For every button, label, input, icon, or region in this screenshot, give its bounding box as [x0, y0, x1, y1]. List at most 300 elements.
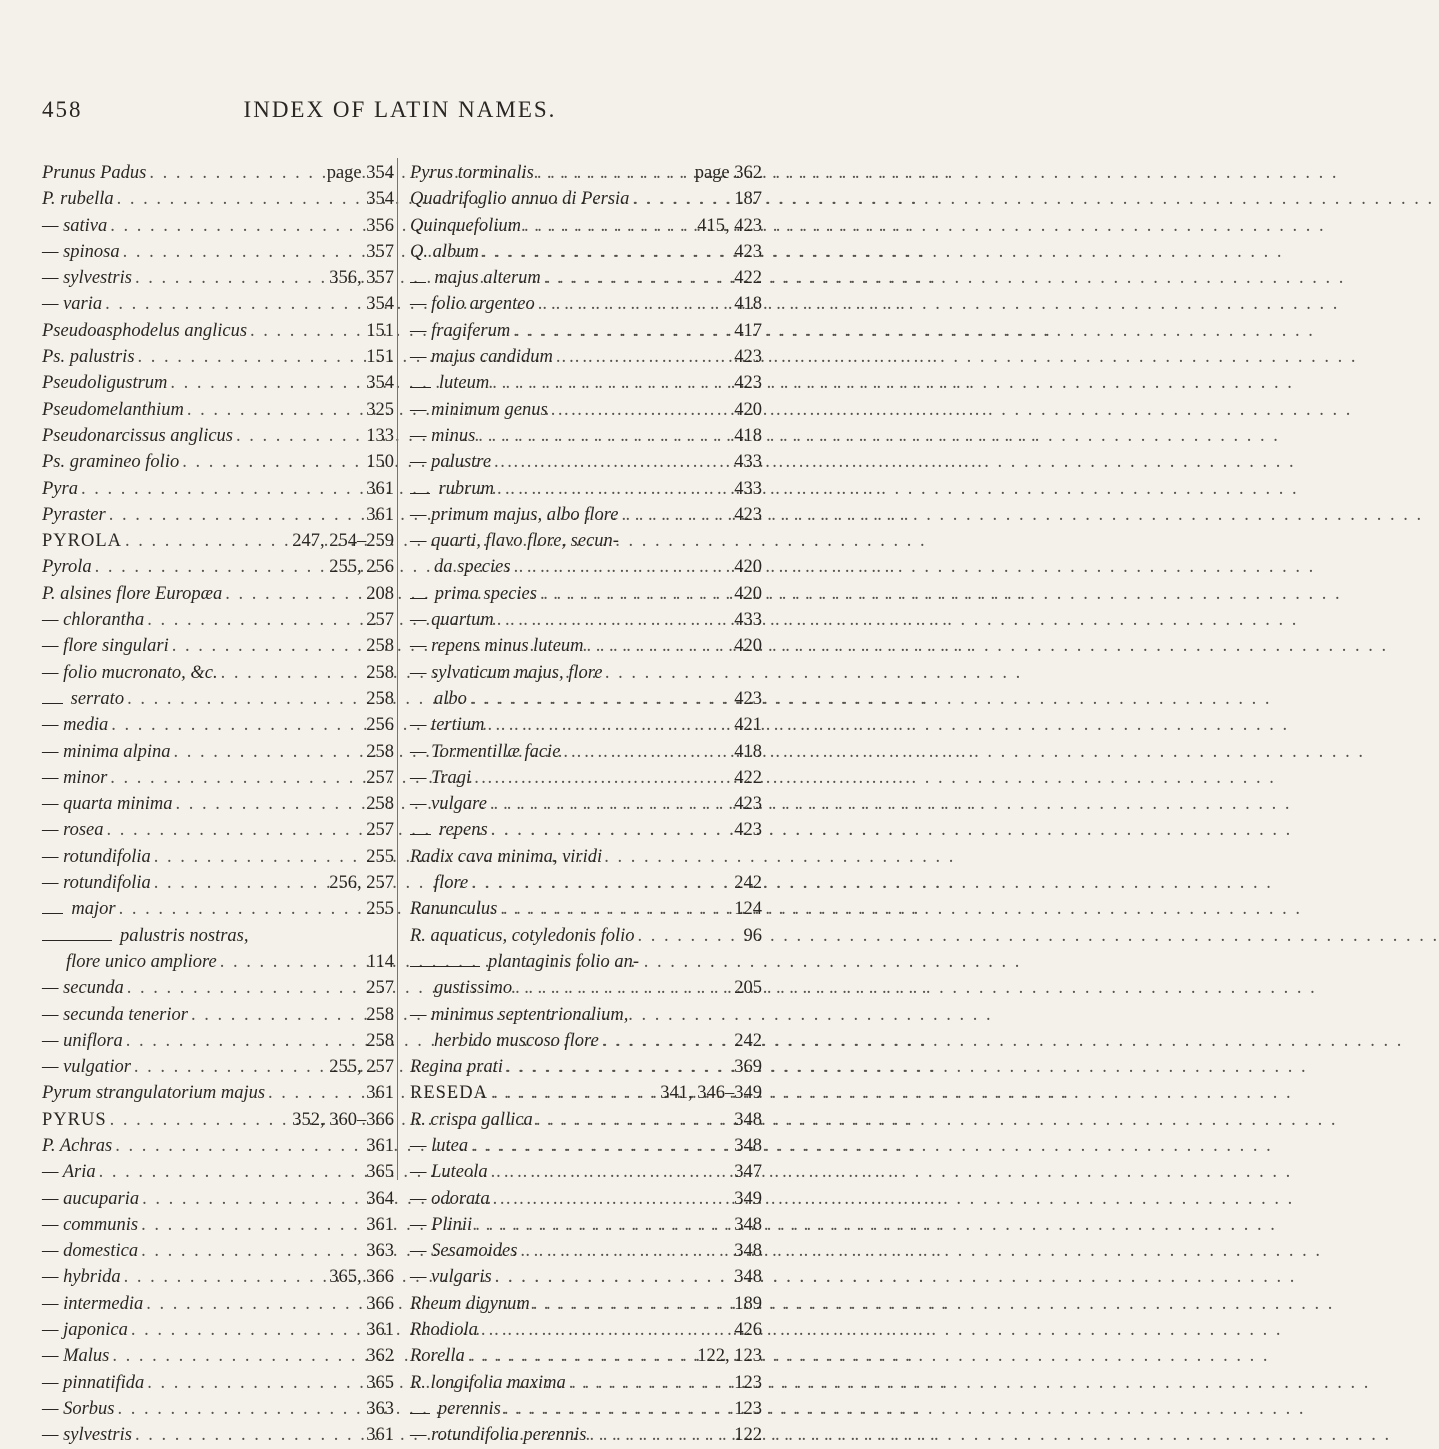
leader-dots	[490, 1186, 735, 1212]
leader-dots	[170, 739, 366, 765]
leader-dots	[530, 1291, 735, 1317]
entry-page: 257	[366, 978, 394, 999]
entry-page: 208	[366, 583, 394, 604]
leader-dots	[488, 1080, 660, 1106]
leader-dots	[494, 476, 734, 502]
index-entry	[410, 370, 762, 396]
leader-dots	[478, 1317, 734, 1343]
entry-page: 187	[734, 189, 762, 210]
entry-page: 423	[734, 504, 762, 525]
entry-page: 426	[734, 1320, 762, 1341]
index-entry	[410, 896, 762, 922]
repeat-dash	[410, 387, 431, 388]
entry-name: P. rubella	[42, 189, 114, 210]
index-entry	[42, 1317, 394, 1343]
index-entry	[42, 975, 394, 1001]
entry-page: 418	[734, 425, 762, 446]
index-entry	[410, 739, 762, 765]
leader-dots	[109, 1343, 366, 1369]
leader-dots	[487, 791, 734, 817]
index-entry	[410, 1291, 762, 1317]
entry-page: 365, 366	[329, 1267, 394, 1288]
leader-dots	[247, 318, 366, 344]
entry-name: Pyraster	[42, 504, 106, 525]
entry-page: 258	[366, 1004, 394, 1025]
entry-name: gustissimo	[434, 978, 513, 999]
leader-dots	[494, 607, 734, 633]
entry-page: 123	[734, 1372, 762, 1393]
entry-page: 122	[734, 1425, 762, 1446]
index-entry	[410, 765, 762, 791]
leader-dots	[122, 528, 292, 554]
entry-page: 356	[366, 215, 394, 236]
leader-dots	[173, 791, 367, 817]
entry-name: — domestica	[42, 1241, 139, 1262]
index-entry	[410, 1080, 762, 1106]
leader-dots	[179, 449, 366, 475]
index-entry	[410, 870, 762, 896]
entry-page: 205	[734, 978, 762, 999]
entry-name: — primum majus, albo flore	[410, 504, 619, 525]
repeat-dash	[410, 282, 426, 283]
entry-page: 242	[734, 1030, 762, 1051]
repeat-dash	[42, 913, 63, 914]
index-entry	[42, 186, 394, 212]
entry-name: serrato	[70, 688, 125, 709]
leader-dots	[491, 449, 734, 475]
entry-page: 422	[734, 767, 762, 788]
leader-dots	[132, 1422, 366, 1448]
entry-page: 255	[366, 846, 394, 867]
leader-dots	[217, 949, 367, 975]
entry-page: 418	[734, 741, 762, 762]
entry-name: — Luteola	[410, 1162, 488, 1183]
entry-name: R. longifolia maxima	[410, 1372, 566, 1393]
entry-page: 257	[366, 820, 394, 841]
entry-page: 348	[734, 1241, 762, 1262]
entry-page: 356, 357	[329, 268, 394, 289]
entry-page: 363	[366, 1241, 394, 1262]
entry-name: — sylvaticum majus, flore	[410, 662, 603, 683]
entry-name: — minus	[410, 425, 476, 446]
repeat-dash	[42, 703, 63, 704]
entry-name: R. aquaticus, cotyledonis folio	[410, 925, 635, 946]
index-entry	[410, 817, 762, 843]
index-entry	[410, 397, 762, 423]
entry-name: — varia	[42, 294, 103, 315]
index-entry	[410, 1264, 762, 1290]
entry-name: — Malus	[42, 1346, 110, 1367]
entry-page: 420	[734, 583, 762, 604]
entry-name: — repens minus luteum	[410, 636, 584, 657]
leader-dots	[96, 1159, 367, 1185]
index-entry	[42, 1396, 394, 1422]
index-entry	[42, 1291, 394, 1317]
entry-name: — quartum	[410, 610, 494, 631]
index-entry	[410, 476, 762, 502]
index-entry	[410, 844, 762, 870]
leader-dots	[218, 660, 367, 686]
leader-dots	[265, 1080, 366, 1106]
entry-page: 361	[366, 1214, 394, 1235]
index-entry	[410, 502, 762, 528]
entry-name: Pyrola	[42, 557, 92, 578]
leader-dots	[184, 397, 366, 423]
entry-page: 258	[366, 636, 394, 657]
entry-name: Pyra	[42, 478, 78, 499]
index-entry	[42, 344, 394, 370]
leader-dots	[472, 1212, 734, 1238]
leader-dots	[102, 291, 366, 317]
index-entry	[42, 1212, 394, 1238]
entry-page: 433	[734, 452, 762, 473]
entry-page: 341, 346–349	[660, 1083, 762, 1104]
entry-page: 361	[366, 1083, 394, 1104]
leader-dots	[106, 502, 367, 528]
entry-page: 189	[734, 1293, 762, 1314]
page-number: 458	[42, 97, 83, 122]
entry-page: 433	[734, 610, 762, 631]
entry-page: 348	[734, 1109, 762, 1130]
entry-page: 255, 257	[329, 1057, 394, 1078]
index-entry	[42, 923, 394, 949]
index-entry	[410, 449, 762, 475]
entry-page: 423	[734, 688, 762, 709]
entry-name: major	[71, 899, 116, 920]
entry-name: Pyrum strangulatorium majus	[42, 1083, 266, 1104]
index-entry	[42, 791, 394, 817]
index-entry	[42, 528, 394, 554]
index-entry	[410, 239, 762, 265]
entry-page: 348	[734, 1267, 762, 1288]
column-divider	[397, 158, 398, 1180]
entry-page: 415, 423	[697, 215, 762, 236]
entry-name: R. crispa gallica	[410, 1109, 533, 1130]
leader-dots	[92, 554, 330, 580]
leader-dots	[489, 370, 734, 396]
index-entry	[42, 213, 394, 239]
leader-dots	[560, 739, 734, 765]
index-entry	[42, 502, 394, 528]
entry-name: Pseudoasphodelus anglicus	[42, 320, 248, 341]
entry-name: — hybrida	[42, 1267, 121, 1288]
leader-dots	[475, 423, 734, 449]
entry-page: 124	[734, 899, 762, 920]
entry-page: 361	[366, 478, 394, 499]
entry-name: — media	[42, 715, 109, 736]
index-entry	[410, 1002, 762, 1028]
leader-dots	[124, 975, 367, 1001]
entry-name: — Tormentillæ facie	[410, 741, 561, 762]
index-entry	[410, 265, 762, 291]
entry-page: 258	[366, 662, 394, 683]
index-entry	[410, 213, 762, 239]
index-entry	[42, 686, 394, 712]
entry-name: — Sorbus	[42, 1398, 115, 1419]
entry-name: rubrum	[438, 478, 494, 499]
index-entry	[42, 660, 394, 686]
entry-name: — secunda	[42, 978, 124, 999]
leader-dots	[107, 765, 366, 791]
entry-page: 150	[366, 452, 394, 473]
entry-name: Rhodiola	[410, 1320, 478, 1341]
entry-name: — rotundifolia	[42, 873, 151, 894]
entry-name: — folio argenteo	[410, 294, 535, 315]
leader-dots	[471, 765, 734, 791]
index-entry	[42, 1343, 394, 1369]
index-entry	[410, 1317, 762, 1343]
leader-dots	[112, 1133, 366, 1159]
entry-name: albo	[434, 688, 467, 709]
entry-page: 421	[734, 715, 762, 736]
index-entry	[410, 581, 762, 607]
entry-name: P. Achras	[42, 1135, 113, 1156]
leader-dots	[124, 686, 366, 712]
entry-name: — minimum genus	[410, 399, 548, 420]
entry-page: 422	[734, 268, 762, 289]
index-entry	[42, 476, 394, 502]
index-entry	[410, 923, 762, 949]
entry-name: palustris nostras,	[120, 925, 249, 946]
index-column-right	[410, 160, 762, 1449]
entry-name: — sylvestris	[42, 268, 132, 289]
index-entry	[410, 633, 762, 659]
entry-name: — intermedia	[42, 1293, 144, 1314]
entry-name: — quarti, flavo flore, secun-	[410, 531, 619, 552]
index-entry	[410, 291, 762, 317]
leader-dots	[503, 1054, 734, 1080]
leader-dots	[488, 817, 735, 843]
leader-dots	[510, 318, 734, 344]
index-entry	[42, 844, 394, 870]
entry-page: 357	[366, 241, 394, 262]
index-entry	[42, 1133, 394, 1159]
leader-dots	[468, 870, 734, 896]
index-entry	[42, 370, 394, 396]
entry-name: perennis	[437, 1398, 501, 1419]
entry-page: 258	[366, 688, 394, 709]
entry-name: — Aria	[42, 1162, 96, 1183]
entry-name: flore unico ampliore	[66, 951, 217, 972]
leader-dots	[104, 817, 367, 843]
index-entry	[42, 633, 394, 659]
entry-page: 361	[366, 1320, 394, 1341]
leader-dots	[512, 975, 734, 1001]
entry-page: 325	[366, 399, 394, 420]
leader-dots	[537, 581, 734, 607]
entry-page: 255	[366, 899, 394, 920]
entry-name: — Plinii	[410, 1214, 473, 1235]
leader-dots	[501, 1396, 734, 1422]
leader-dots	[131, 1054, 329, 1080]
index-entry	[42, 1054, 394, 1080]
entry-name: P. alsines flore Europæa	[42, 583, 223, 604]
entry-page: 361	[366, 1135, 394, 1156]
index-entry	[42, 160, 394, 186]
page-header	[42, 97, 758, 131]
entry-name: — vulgare	[410, 794, 487, 815]
index-entry	[42, 397, 394, 423]
entry-name: — Sesamoides	[410, 1241, 518, 1262]
index-entry	[410, 1370, 762, 1396]
leader-dots	[143, 1291, 366, 1317]
entry-name: plantaginis folio an-	[488, 951, 640, 972]
entry-page: 348	[734, 1135, 762, 1156]
index-column-left	[42, 160, 394, 1449]
index-entry	[42, 1002, 394, 1028]
entry-name: — vulgaris	[410, 1267, 492, 1288]
index-entry	[42, 1264, 394, 1290]
index-entry	[410, 1028, 762, 1054]
entry-page: 242	[734, 873, 762, 894]
entry-page: 366	[366, 1293, 394, 1314]
index-entry	[42, 817, 394, 843]
index-entry	[410, 160, 762, 186]
entry-page: 364	[366, 1188, 394, 1209]
leader-dots	[132, 265, 329, 291]
leader-dots	[116, 896, 367, 922]
entry-page: 423	[734, 241, 762, 262]
index-entry	[410, 1159, 762, 1185]
index-entry	[410, 712, 762, 738]
entry-page: 365	[366, 1162, 394, 1183]
index-entry	[42, 554, 394, 580]
entry-page: 354	[366, 294, 394, 315]
leader-dots	[566, 1370, 735, 1396]
index-entry	[42, 1159, 394, 1185]
entry-name: Pseudonarcissus anglicus	[42, 425, 233, 446]
index-entry	[42, 712, 394, 738]
entry-name: — minima alpina	[42, 741, 171, 762]
entry-name: Radix cava minima, viridi	[410, 846, 603, 867]
leader-dots	[151, 870, 329, 896]
index-entry	[410, 1238, 762, 1264]
entry-name: — tertium	[410, 715, 485, 736]
entry-name: — quarta minima	[42, 794, 173, 815]
entry-name: — uniflora	[42, 1030, 123, 1051]
leader-dots	[107, 213, 366, 239]
index-entry	[42, 423, 394, 449]
entry-name: PYRUS	[42, 1109, 107, 1130]
entry-name: Ps. gramineo folio	[42, 452, 180, 473]
leader-dots	[188, 1002, 366, 1028]
index-entry	[42, 1186, 394, 1212]
entry-name: — palustre	[410, 452, 492, 473]
entry-name: — folio mucronato, &c.	[42, 662, 218, 683]
leader-dots	[138, 1212, 366, 1238]
entry-page: 151	[366, 347, 394, 368]
entry-name: Ranunculus	[410, 899, 498, 920]
leader-dots	[107, 1107, 293, 1133]
leader-dots	[128, 1317, 366, 1343]
index-entry	[42, 291, 394, 317]
index-entry	[410, 686, 762, 712]
leader-dots	[629, 186, 734, 212]
entry-name: prima species	[434, 583, 537, 604]
entry-name: majus alterum	[434, 268, 541, 289]
entry-name: — communis	[42, 1214, 139, 1235]
leader-dots	[533, 1107, 734, 1133]
entry-page: 114	[366, 951, 394, 972]
index-entry	[410, 554, 762, 580]
entry-name: Pyrus torminalis	[410, 163, 534, 183]
repeat-dash	[410, 966, 480, 967]
index-entry	[410, 1212, 762, 1238]
entry-name: — sylvestris	[42, 1425, 132, 1446]
page-title: INDEX OF LATIN NAMES.	[243, 97, 557, 122]
leader-dots	[222, 581, 366, 607]
entry-page: 133	[366, 425, 394, 446]
entry-page: 247, 254–259	[292, 531, 394, 552]
index-entry	[42, 896, 394, 922]
entry-name: — spinosa	[42, 241, 120, 262]
entry-page: 257	[366, 767, 394, 788]
entry-page: 348	[734, 1214, 762, 1235]
index-entry	[42, 739, 394, 765]
entry-page: 417	[734, 320, 762, 341]
entry-page: 354	[366, 373, 394, 394]
entry-name: flore	[434, 873, 469, 894]
index-entry	[410, 423, 762, 449]
leader-dots	[169, 633, 366, 659]
leader-dots	[535, 291, 735, 317]
leader-dots	[548, 397, 735, 423]
leader-dots	[151, 844, 366, 870]
leader-dots	[120, 239, 367, 265]
entry-name: — sativa	[42, 215, 108, 236]
index-entry	[42, 1107, 394, 1133]
index-entry	[410, 949, 762, 975]
index-entry	[410, 344, 762, 370]
entry-name: — chlorantha	[42, 610, 145, 631]
entry-name: PYROLA	[42, 531, 123, 552]
entry-page: 433	[734, 478, 762, 499]
entry-page: 122, 123	[697, 1346, 762, 1367]
index-entry	[42, 765, 394, 791]
entry-page: 352, 360–366	[292, 1109, 394, 1130]
entry-name: — minimus septentrionalium,	[410, 1004, 629, 1025]
entry-page: 362	[366, 1346, 394, 1367]
leader-dots	[144, 607, 366, 633]
leader-dots	[635, 923, 744, 949]
index-entry	[410, 660, 762, 686]
leader-dots	[146, 160, 326, 186]
entry-name: — secunda tenerior	[42, 1004, 188, 1025]
entry-name: — odorata	[410, 1188, 490, 1209]
leader-dots	[114, 1396, 366, 1422]
index-entry	[410, 1054, 762, 1080]
entry-name: Prunus Padus	[42, 163, 147, 183]
leader-dots	[108, 712, 366, 738]
entry-page: 258	[366, 1030, 394, 1051]
leader-dots	[123, 1028, 367, 1054]
entry-page: 361	[366, 1425, 394, 1446]
index-entry	[42, 265, 394, 291]
leader-dots	[488, 1159, 735, 1185]
entry-name: Pseudomelanthium	[42, 399, 184, 420]
entry-page: 257	[366, 610, 394, 631]
repeat-dash	[410, 1413, 430, 1414]
entry-page: 423	[734, 820, 762, 841]
entry-name: Quinquefolium	[410, 215, 521, 236]
leader-dots	[618, 502, 734, 528]
entry-page: page 362	[694, 163, 762, 183]
entry-page: 347	[734, 1162, 762, 1183]
leader-dots	[479, 239, 734, 265]
entry-page: 256, 257	[329, 873, 394, 894]
index-entry	[410, 528, 762, 554]
entry-name: — aucuparia	[42, 1188, 140, 1209]
